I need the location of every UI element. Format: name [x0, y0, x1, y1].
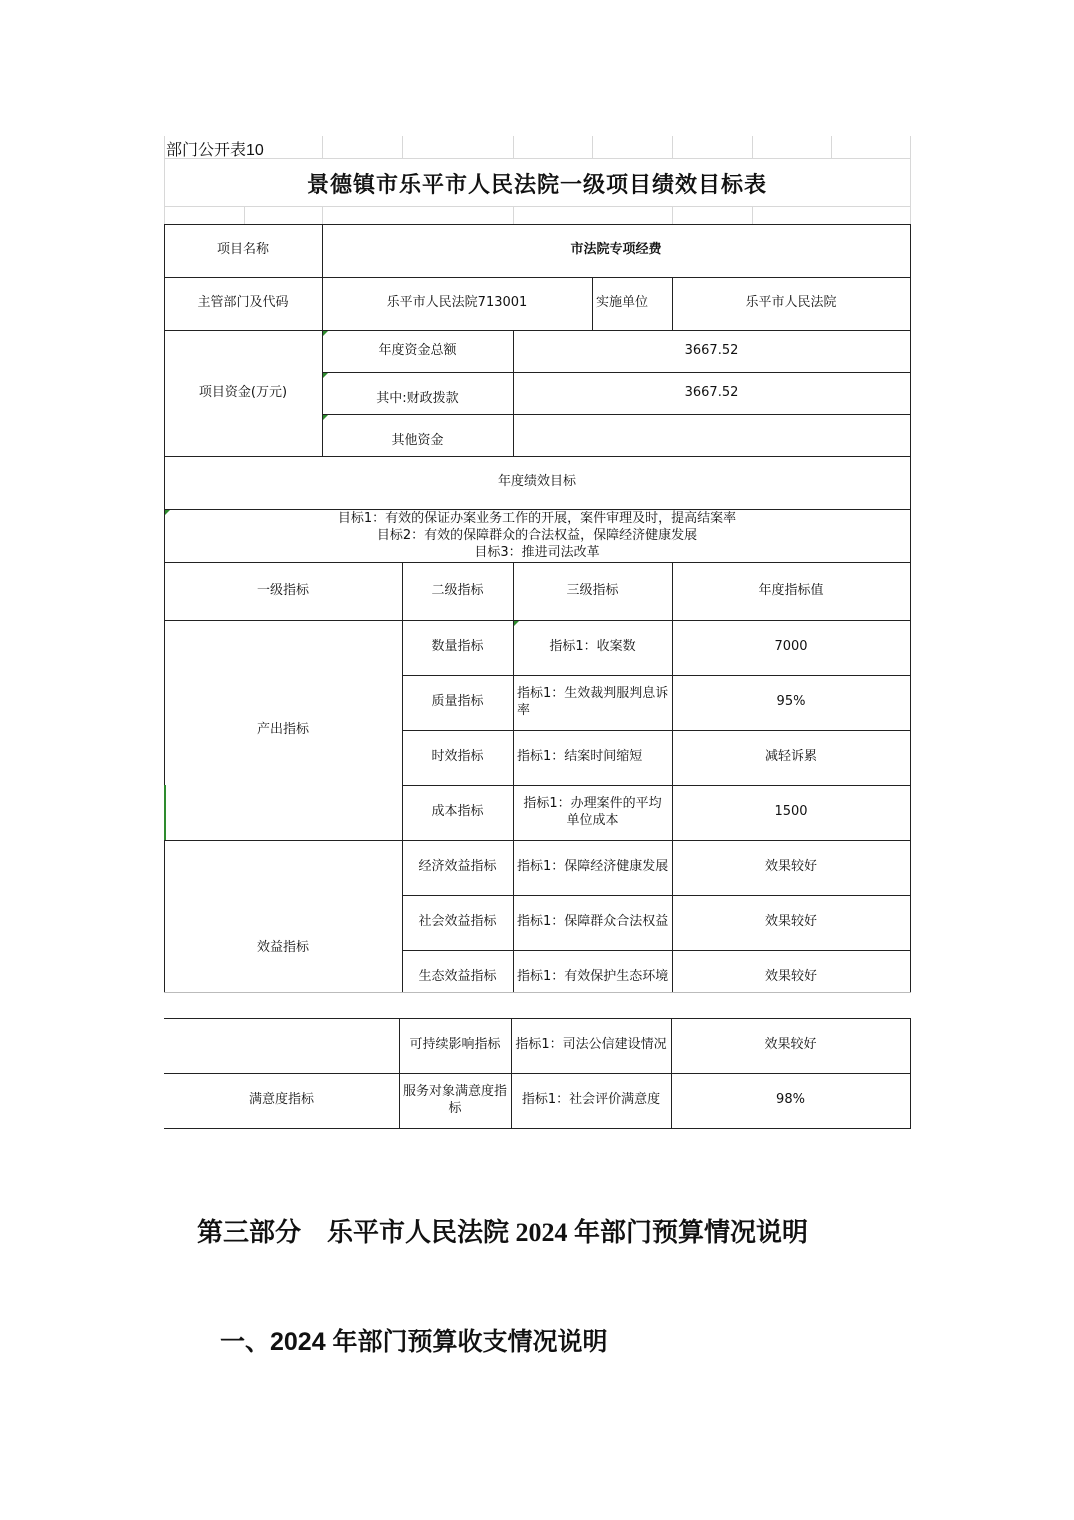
table-cell: 指标1：结案时间缩短: [517, 749, 643, 765]
sheet-grid: [244, 206, 245, 224]
table-cell: 指标1：保障群众合法权益: [517, 914, 669, 930]
table-title: 景德镇市乐平市人民法院一级项目绩效目标表: [306, 172, 767, 197]
sheet-grid: [513, 136, 514, 158]
impl-value: 乐平市人民法院: [745, 295, 837, 311]
header-value: 年度指标值: [758, 582, 824, 598]
fund-fiscal-label: 其中:财政拨款: [376, 390, 459, 406]
table-cell: 效果较好: [764, 859, 817, 875]
table-cell: 指标1：生效裁判服判息诉率: [517, 685, 669, 718]
output-group-label: 产出指标: [256, 721, 309, 737]
sub-title: 一、2024 年部门预算收支情况说明: [220, 1328, 608, 1356]
sheet-label: 部门公开表10: [166, 142, 264, 159]
table-cell: 效果较好: [764, 969, 817, 985]
fund-total-value: 3667.52: [684, 342, 739, 358]
table-border: [910, 224, 911, 992]
table-cell: 指标1：保障经济健康发展: [517, 859, 669, 875]
table-border: [164, 1128, 911, 1129]
table-border: [910, 1018, 911, 1128]
fund-label: 项目资金(万元): [198, 384, 288, 400]
goal-line: 目标3：推进司法改革: [474, 545, 600, 560]
table-cell: 95%: [776, 694, 806, 710]
page-cut: [164, 992, 911, 993]
table-cell: 7000: [774, 639, 808, 655]
table-cell: 指标1：有效保护生态环境: [517, 969, 669, 985]
header-level2: 二级指标: [431, 582, 484, 598]
header-level1: 一级指标: [256, 582, 309, 598]
sheet-grid: [752, 206, 753, 224]
section-title: 第三部分 乐平市人民法院 2024 年部门预算情况说明: [197, 1218, 809, 1247]
dept-value: 乐平市人民法院713001: [386, 295, 528, 311]
table-cell: 质量指标: [431, 694, 484, 710]
table-cell: 服务对象满意度指标: [403, 1083, 508, 1116]
annual-goal-label: 年度绩效目标: [497, 474, 576, 490]
table-cell: 时效指标: [431, 749, 484, 765]
table-cell: 98%: [776, 1092, 805, 1108]
impl-label: 实施单位: [596, 295, 649, 311]
table-cell: 效果较好: [764, 1037, 817, 1053]
table-cell: 指标1：办理案件的平均单位成本: [523, 795, 662, 828]
sheet-grid: [592, 136, 593, 158]
sheet-grid: [322, 136, 323, 158]
table-cell: 减轻诉累: [764, 749, 817, 765]
goals-block: [164, 510, 910, 562]
fund-total-label: 年度资金总额: [378, 342, 457, 358]
goal-line: 目标2：有效的保障群众的合法权益，保障经济健康发展: [376, 528, 698, 543]
fund-fiscal-value: 3667.52: [684, 384, 739, 400]
table-cell: 数量指标: [431, 639, 484, 655]
cut-row: [672, 950, 910, 992]
table-cell: 成本指标: [431, 804, 484, 820]
satisfaction-group-label: 满意度指标: [248, 1092, 314, 1108]
table-cell: 经济效益指标: [418, 859, 497, 875]
sheet-grid: [402, 136, 403, 158]
benefit-group-label: 效益指标: [256, 940, 309, 955]
header-level3: 三级指标: [566, 582, 619, 598]
sheet-grid: [672, 136, 673, 158]
sheet-grid: [164, 206, 910, 207]
sheet-grid: [831, 136, 832, 158]
sheet-grid: [672, 206, 673, 224]
sheet-grid: [910, 136, 911, 224]
table-cell: 效果较好: [764, 914, 817, 930]
table-cell: 指标1：社会评价满意度: [521, 1092, 661, 1108]
project-name-value: 市法院专项经费: [570, 242, 662, 258]
table-cell: 1500: [774, 804, 808, 820]
cut-row: [402, 950, 513, 992]
sheet-grid: [752, 136, 753, 158]
table-cell: 指标1：收案数: [549, 639, 636, 655]
table-cell: 指标1：司法公信建设情况: [515, 1037, 667, 1053]
cut-row: [513, 950, 672, 992]
sheet-grid: [164, 158, 910, 159]
fund-other-label: 其他资金: [391, 432, 444, 448]
fund-other-value: [513, 414, 910, 456]
sheet-grid: [322, 206, 323, 224]
project-name-label: 项目名称: [216, 242, 269, 258]
sheet-grid: [513, 206, 514, 224]
table-cell: 生态效益指标: [418, 969, 497, 985]
dept-label: 主管部门及代码: [197, 295, 289, 311]
table-cell: 可持续影响指标: [409, 1037, 501, 1053]
goal-line: 目标1：有效的保证办案业务工作的开展，案件审理及时，提高结案率: [337, 511, 737, 526]
table-cell: 社会效益指标: [418, 914, 497, 930]
